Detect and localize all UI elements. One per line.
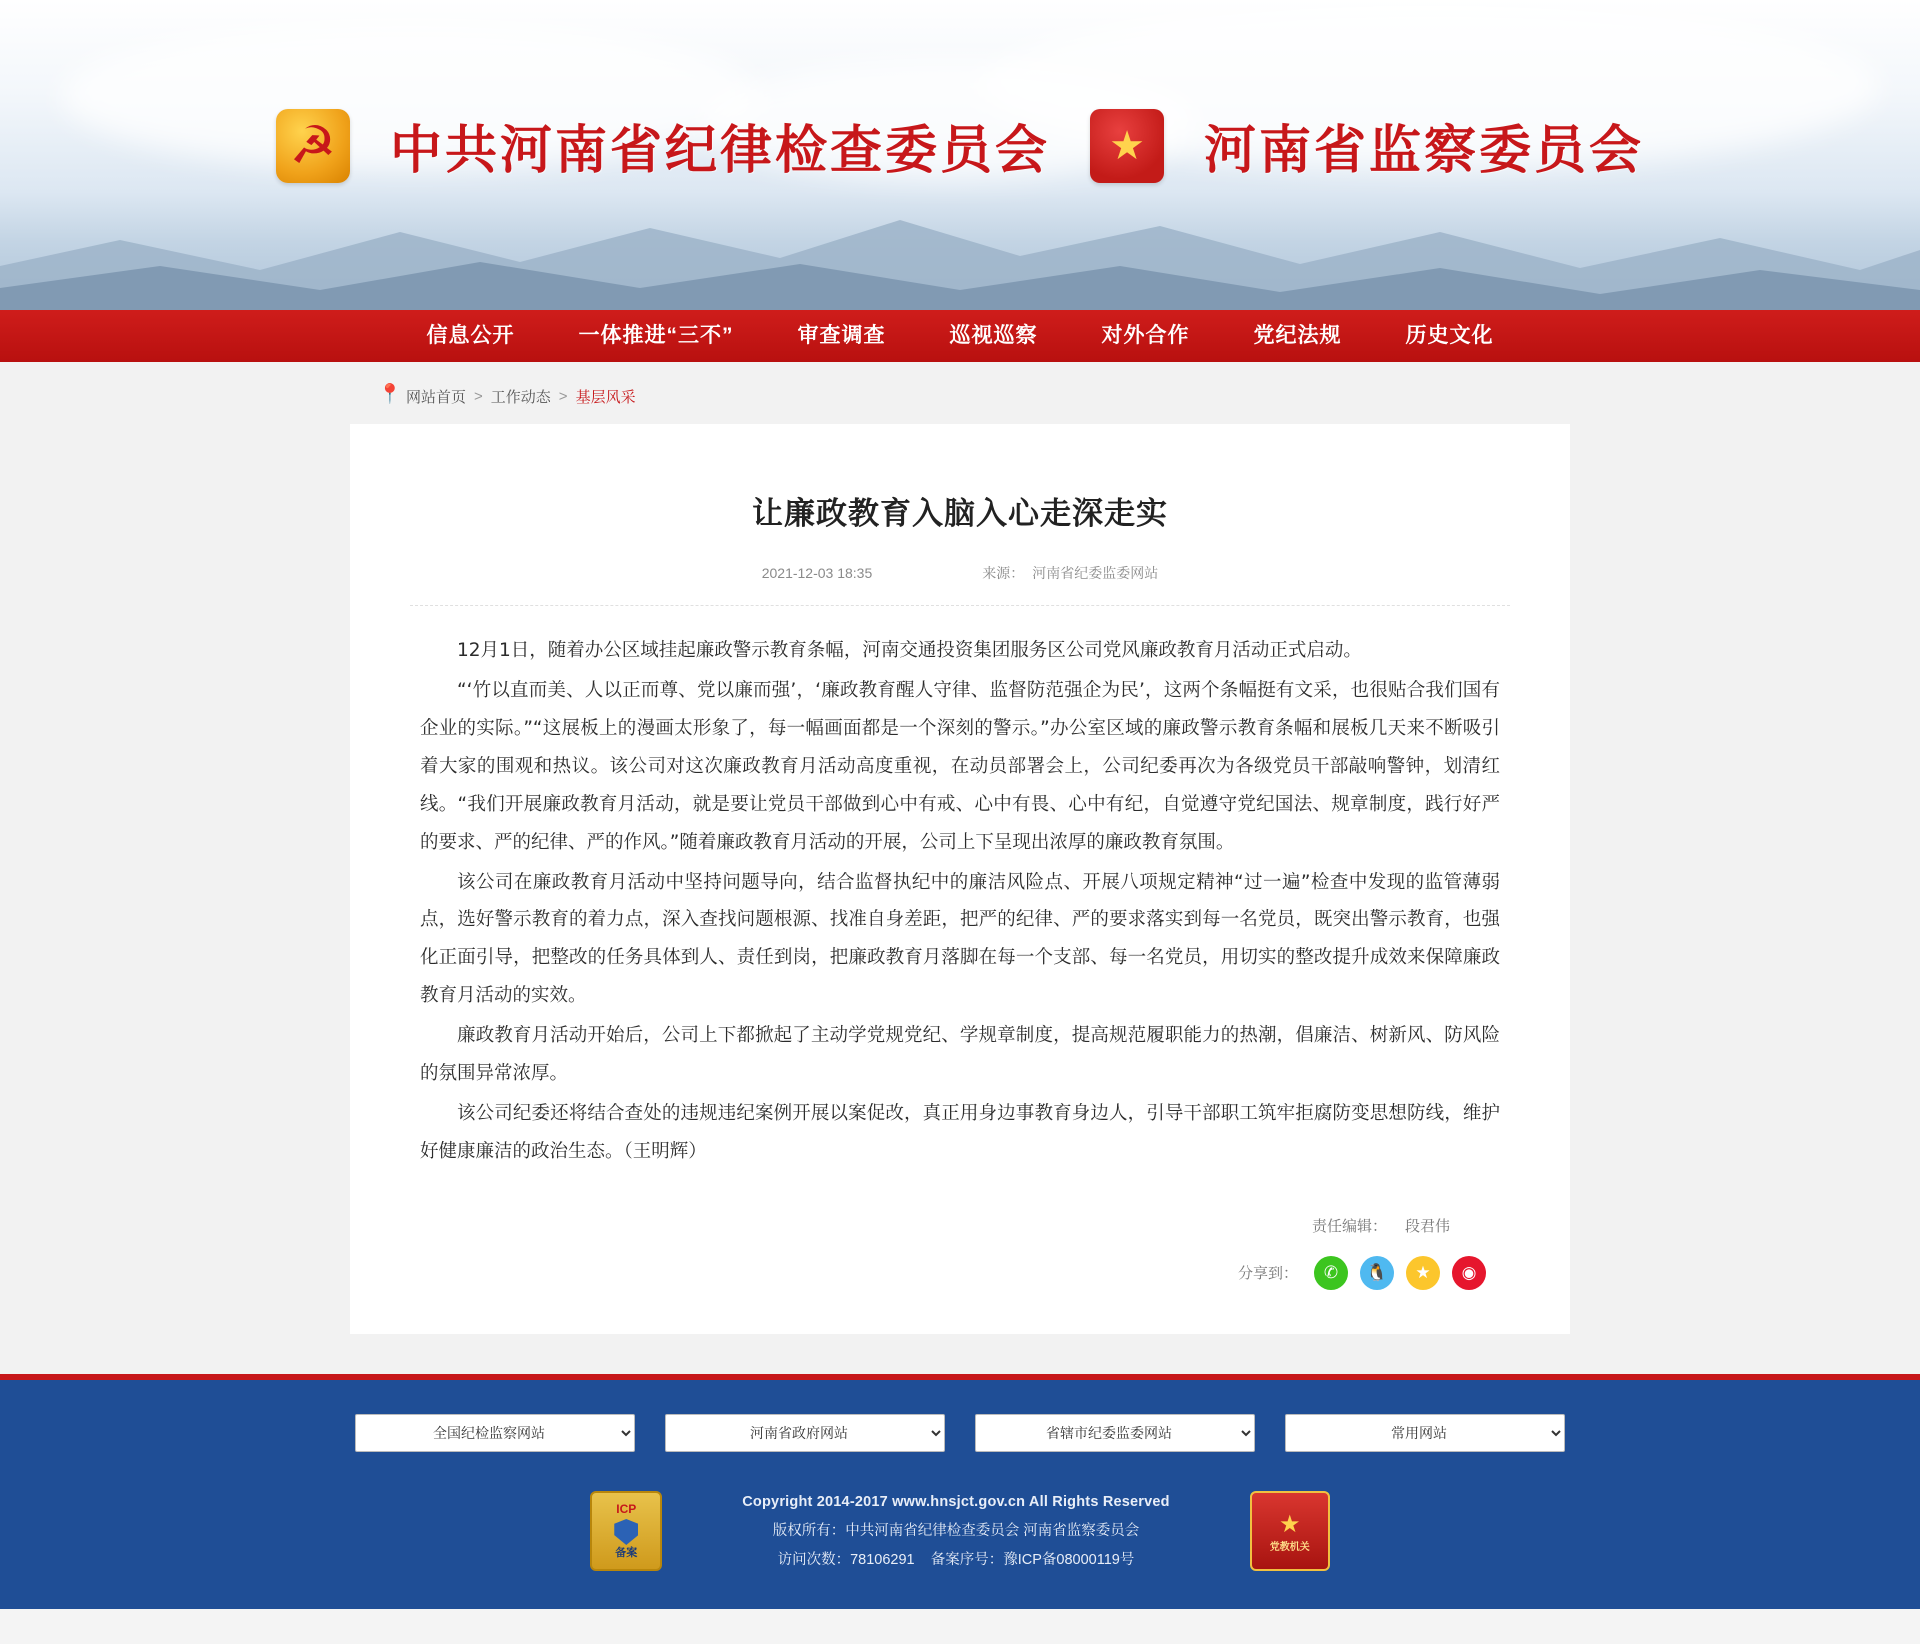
source-label: 来源：: [982, 565, 1025, 581]
editor-line: [410, 1215, 1510, 1236]
article-date: 2021-12-03 18:35: [761, 565, 873, 581]
footer-link-selects: [0, 1414, 1920, 1452]
select-national-discipline-sites[interactable]: [355, 1414, 635, 1452]
footer-text-block: [742, 1488, 1169, 1575]
source-value: 河南省纪委监委网站: [1032, 565, 1159, 581]
article-meta: [410, 563, 1510, 606]
record-value[interactable]: 豫ICP备08000119号: [1003, 1551, 1135, 1568]
qq-share-icon[interactable]: 🐧: [1360, 1256, 1394, 1290]
location-pin-icon: [378, 384, 398, 408]
share-row: [410, 1256, 1510, 1290]
visits-value: 78106291: [850, 1551, 915, 1568]
icp-police-record-badge[interactable]: [590, 1491, 662, 1571]
article-paragraph: “‘竹以直而美、人以正而尊、党以廉而强’，‘廉政教育醒人守律、监督防范强企为民’，这两个条幅挺有文采，也很贴合我们国有企业的实际。”“这展板上的漫画太形象了，每一幅画面都是一个深刻的警示。”办公室区域的廉政警示教育条幅和展板几天来不断吸引着大家的围观和热议。该公司对这次廉政教育月活动高度重视，在动员部署会上，公司纪委再次为各级党员干部敲响警钟，划清红线。“我们开展廉政教育月活动，就是要让党员干部做到心中有戒、心中有畏、心中有纪，自觉遵守党纪国法、规章制度，践行好严的要求、严的纪律、严的作风。”随着廉政教育月活动的开展，公司上下呈现出浓厚的廉政教育氛围。: [420, 679, 1500, 853]
weibo-share-icon[interactable]: ◉: [1452, 1256, 1486, 1290]
article-paragraph: 该公司纪委还将结合查处的违规违纪案例开展以案促改，真正用身边事教育身边人，引导干部职工筑牢拒腐防变思想防线，维护好健康廉洁的政治生态。（王明辉）: [420, 1103, 1500, 1162]
article-paragraph: 12月1日，随着办公区域挂起廉政警示教育条幅，河南交通投资集团服务区公司党风廉政教育月活动正式启动。: [457, 640, 1362, 661]
breadcrumb-current: 基层风采: [575, 388, 636, 406]
page-title: 让廉政教育入脑入心走深走实: [752, 496, 1168, 532]
select-common-sites[interactable]: [1285, 1414, 1565, 1452]
select-city-discipline-sites[interactable]: [975, 1414, 1255, 1452]
article-paragraph: 廉政教育月活动开始后，公司上下都掀起了主动学党规党纪、学规章制度，提高规范履职能力的热潮，倡廉洁、树新风、防风险的氛围异常浓厚。: [420, 1025, 1500, 1085]
main-navigation: [0, 310, 1920, 362]
share-label: 分享到：: [1237, 1265, 1298, 1283]
copyright-line: Copyright 2014-2017 www.hnsjct.gov.cn All Rights Reserved: [742, 1493, 1170, 1510]
hammer-sickle-emblem-icon: [276, 109, 350, 183]
party-organ-badge[interactable]: [1250, 1491, 1330, 1571]
breadcrumb-separator: >: [558, 387, 568, 405]
star-icon: ★: [1278, 1511, 1301, 1539]
shield-icon: [614, 1519, 638, 1545]
site-title-right: 河南省监察委员会: [1204, 121, 1645, 181]
icp-top-label: ICP: [616, 1502, 637, 1517]
nav-item-xinxigongkai[interactable]: 信息公开: [426, 324, 515, 347]
editor-name: 段君伟: [1404, 1217, 1450, 1235]
article-paragraph: 该公司在廉政教育月活动中坚持问题导向，结合监督执纪中的廉洁风险点、开展八项规定精神“过一遍”检查中发现的监管薄弱点，选好警示教育的着力点，深入查找问题根源、找准自身差距，把严的纪律、严的要求落实到每一名党员，既突出警示教育，也强化正面引导，把整改的任务具体到人、责任到岗，把廉政教育月落脚在每一个支部、每一名党员，用切实的整改提升成效来保障廉政教育月活动的实效。: [420, 871, 1500, 1007]
banner-title-row: [0, 0, 1920, 183]
nav-item-duiwaihezuo[interactable]: 对外合作: [1101, 324, 1190, 347]
site-footer: [0, 1380, 1920, 1609]
nav-item-shenchadiaocha[interactable]: 审查调查: [797, 324, 886, 347]
visits-record-line: [742, 1546, 1169, 1575]
nav-item-lishiwenhua[interactable]: 历史文化: [1405, 324, 1494, 347]
site-title-left: 中共河南省纪律检查委员会: [389, 121, 1050, 181]
site-banner: [0, 0, 1920, 310]
nav-item-dangjifagui[interactable]: 党纪法规: [1253, 324, 1342, 347]
visits-label: 访问次数：: [777, 1551, 851, 1568]
nav-item-yitituijin[interactable]: 一体推进“三不”: [578, 324, 734, 347]
owner-line: 版权所有：中共河南省纪律检查委员会 河南省监察委员会: [772, 1522, 1140, 1539]
national-emblem-icon: [1090, 109, 1164, 183]
breadcrumb: [350, 362, 1570, 424]
footer-bottom: [0, 1488, 1920, 1575]
select-henan-government-sites[interactable]: [665, 1414, 945, 1452]
article-source: [982, 563, 1158, 583]
breadcrumb-home[interactable]: 网站首页: [406, 388, 467, 406]
content-container: [350, 362, 1570, 1334]
record-label: 备案序号：: [930, 1551, 1004, 1568]
qzone-share-icon[interactable]: ★: [1406, 1256, 1440, 1290]
article-body: [410, 606, 1510, 1171]
editor-label: 责任编辑：: [1311, 1217, 1387, 1235]
nav-item-xunshixuncha[interactable]: 巡视巡察: [949, 324, 1038, 347]
breadcrumb-separator: >: [474, 387, 483, 405]
mountain-silhouette: [0, 170, 1920, 310]
article-card: [350, 424, 1570, 1334]
party-badge-label: 党教机关: [1269, 1541, 1310, 1553]
icp-bottom-label: 备案: [615, 1547, 638, 1560]
breadcrumb-level2[interactable]: 工作动态: [490, 388, 551, 406]
page-body: [0, 362, 1920, 1374]
wechat-share-icon[interactable]: ✆: [1314, 1256, 1348, 1290]
